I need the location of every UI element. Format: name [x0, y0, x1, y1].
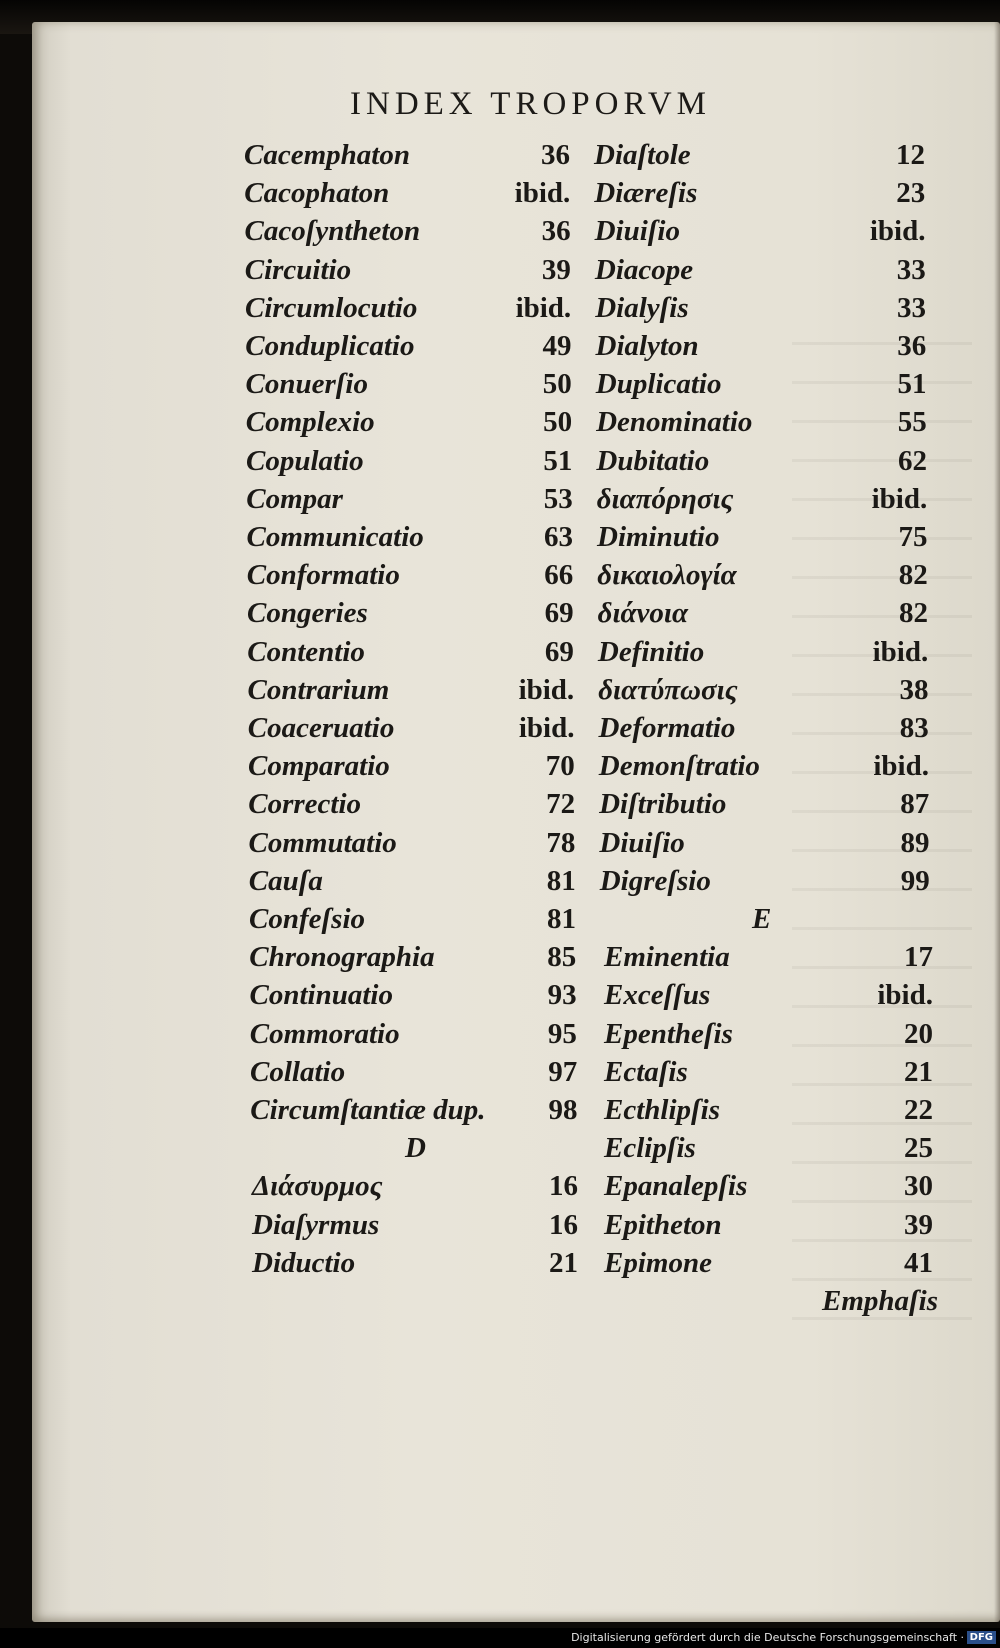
right-index-term: Epanalepſis [604, 1170, 748, 1203]
left-index-term: Diaſyrmus [252, 1208, 380, 1241]
left-index-page-number: 50 [543, 406, 573, 439]
left-index-term: Confeſsio [249, 903, 365, 935]
left-index-page-number: 97 [548, 1055, 578, 1088]
right-index-page-number: 62 [898, 444, 927, 477]
right-index-term: δικαιολογία [597, 559, 737, 592]
left-index-page-number: ibid. [518, 712, 575, 744]
left-index-term: Complexio [245, 406, 375, 439]
left-index-page-number: ibid. [514, 177, 571, 210]
right-index-term: Diuiſio [599, 826, 685, 859]
right-index-term: Epimone [604, 1246, 712, 1279]
left-index-page-number: 50 [542, 368, 572, 401]
right-index-page-number: 36 [897, 330, 927, 362]
page-title: INDEX TROPORVM [350, 86, 712, 122]
left-index-page-number: 39 [541, 253, 571, 286]
right-index-term: Diaſtole [594, 139, 691, 171]
right-index-term: Ecthlipſis [604, 1094, 721, 1126]
catchword: Emphaſis [822, 1285, 939, 1317]
right-index-term: Diæreſis [594, 177, 698, 210]
right-index-term: διατύπωσις [598, 673, 738, 706]
left-index-term: Coaceruatio [247, 712, 395, 744]
left-index-page-number: 51 [543, 444, 573, 477]
left-index-term: Cauſa [248, 864, 323, 897]
right-index-page-number: 23 [896, 177, 926, 210]
right-index-page-number: 51 [897, 368, 927, 401]
right-index-page-number: 25 [904, 1132, 933, 1165]
right-index-term: Epitheton [604, 1208, 722, 1241]
right-index-term: Eclipſis [604, 1132, 696, 1165]
left-index-page-number: 49 [542, 330, 572, 362]
left-index-term: Congeries [247, 597, 368, 630]
right-index-page-number: 38 [899, 673, 929, 706]
right-index-page-number: ibid. [873, 750, 929, 783]
digitization-footer [0, 1628, 1000, 1648]
left-index-page-number: 81 [547, 903, 576, 935]
left-index-page-number: 66 [544, 559, 574, 592]
left-index-term: Conformatio [246, 559, 400, 592]
right-index-page-number: 30 [904, 1170, 933, 1203]
dfg-logo-icon: DFG [967, 1631, 996, 1644]
left-index-term: Diductio [252, 1246, 356, 1279]
left-index-page-number: 21 [549, 1246, 578, 1279]
right-index-term: Ectaſis [604, 1055, 688, 1088]
left-index-term: Chronographia [249, 941, 435, 974]
right-index-page-number: ibid. [869, 215, 926, 248]
right-index-term: Diuiſio [594, 215, 680, 248]
left-index-page-number: 95 [547, 1017, 577, 1050]
right-index-page-number: 99 [900, 864, 930, 897]
right-index-page-number: 12 [896, 139, 925, 171]
left-index-term: Circuitio [244, 253, 352, 286]
right-index-term: Digreſsio [599, 864, 711, 897]
left-index-term: Contrarium [247, 673, 390, 706]
left-index-term: Circumlocutio [245, 291, 418, 324]
right-index-term: Dialyſis [595, 291, 689, 324]
right-index-term: Exceſſus [604, 979, 711, 1012]
right-index-page-number: 17 [904, 941, 933, 974]
left-index-term: Circumſtantiæ dup. [250, 1094, 486, 1126]
section-letter-e: E [752, 903, 772, 935]
right-index-page-number: 33 [896, 253, 926, 286]
left-index-page-number: 16 [549, 1170, 578, 1203]
right-index-term: Eminentia [604, 941, 730, 974]
left-index-page-number: 70 [545, 750, 575, 783]
right-index-term: Diacope [594, 253, 694, 286]
left-index-term: Cacoſyntheton [244, 215, 421, 248]
right-index-page-number: 87 [900, 788, 930, 821]
left-index-term: Communicatio [246, 521, 424, 553]
right-index-page-number: 21 [904, 1055, 933, 1088]
right-index-term: Dubitatio [596, 444, 710, 477]
left-index-term: Διάσυρμος [252, 1170, 383, 1203]
right-index-page-number: 22 [904, 1094, 933, 1126]
right-index-term: διαπόρησις [596, 482, 734, 515]
left-index-term: Correctio [248, 788, 362, 821]
left-index-term: Continuatio [249, 979, 393, 1012]
left-index-term: Contentio [247, 635, 365, 668]
left-index-page-number: ibid. [515, 291, 572, 324]
left-index-page-number: 36 [541, 139, 570, 171]
left-index-page-number: 53 [543, 482, 573, 515]
left-index-term: Commutatio [248, 826, 397, 859]
section-letter-d: D [405, 1132, 426, 1165]
right-index-page-number: 82 [898, 559, 928, 592]
left-index-page-number: 16 [549, 1208, 578, 1241]
left-index-page-number: 78 [546, 826, 576, 859]
right-index-page-number: 82 [899, 597, 928, 630]
right-index-page-number: ibid. [871, 482, 928, 515]
left-index-page-number: 36 [541, 215, 571, 248]
right-index-page-number: 75 [898, 521, 928, 553]
right-index-page-number: ibid. [872, 635, 929, 668]
left-index-page-number: 93 [547, 979, 577, 1012]
right-index-page-number: 41 [904, 1246, 933, 1279]
footer-credit: Digitalisierung gefördert durch die Deutsche Forschungsgemeinschaft · [571, 1631, 964, 1644]
left-index-term: Copulatio [246, 444, 364, 477]
left-index-page-number: 72 [546, 788, 576, 821]
right-index-page-number: 83 [899, 712, 929, 744]
right-index-page-number: 55 [897, 406, 927, 439]
right-index-term: Demonſtratio [598, 750, 760, 783]
left-index-page-number: 98 [548, 1094, 578, 1126]
left-index-term: Conduplicatio [245, 330, 415, 362]
right-index-page-number: 33 [897, 291, 926, 324]
left-index-term: Comparatio [248, 750, 390, 783]
right-index-page-number: 89 [900, 826, 930, 859]
right-index-term: Dialyton [595, 330, 699, 362]
right-index-term: Definitio [597, 635, 705, 668]
right-index-page-number: 20 [904, 1017, 933, 1050]
left-index-page-number: ibid. [518, 673, 575, 706]
right-index-term: Deformatio [598, 712, 736, 744]
left-index-term: Collatio [250, 1055, 346, 1088]
right-index-term: Duplicatio [595, 368, 722, 401]
left-index-term: Conuerſio [245, 368, 368, 401]
right-index-term: Epentheſis [604, 1017, 733, 1050]
left-index-page-number: 85 [547, 941, 577, 974]
right-index-term: Diſtributio [599, 788, 727, 821]
left-index-page-number: 69 [544, 635, 574, 668]
right-index-page-number: ibid. [877, 979, 933, 1012]
right-index-page-number: 39 [904, 1208, 933, 1241]
left-index-page-number: 69 [544, 597, 574, 630]
left-index-term: Compar [246, 482, 343, 515]
left-index-term: Cacophaton [244, 177, 390, 210]
right-index-term: Denominatio [596, 406, 753, 439]
left-index-term: Commoratio [249, 1017, 400, 1050]
left-index-page-number: 63 [544, 521, 573, 553]
right-index-term: διάνοια [597, 597, 689, 630]
left-index-term: Cacemphaton [244, 139, 410, 171]
right-index-term: Diminutio [597, 521, 720, 553]
left-index-page-number: 81 [546, 864, 576, 897]
